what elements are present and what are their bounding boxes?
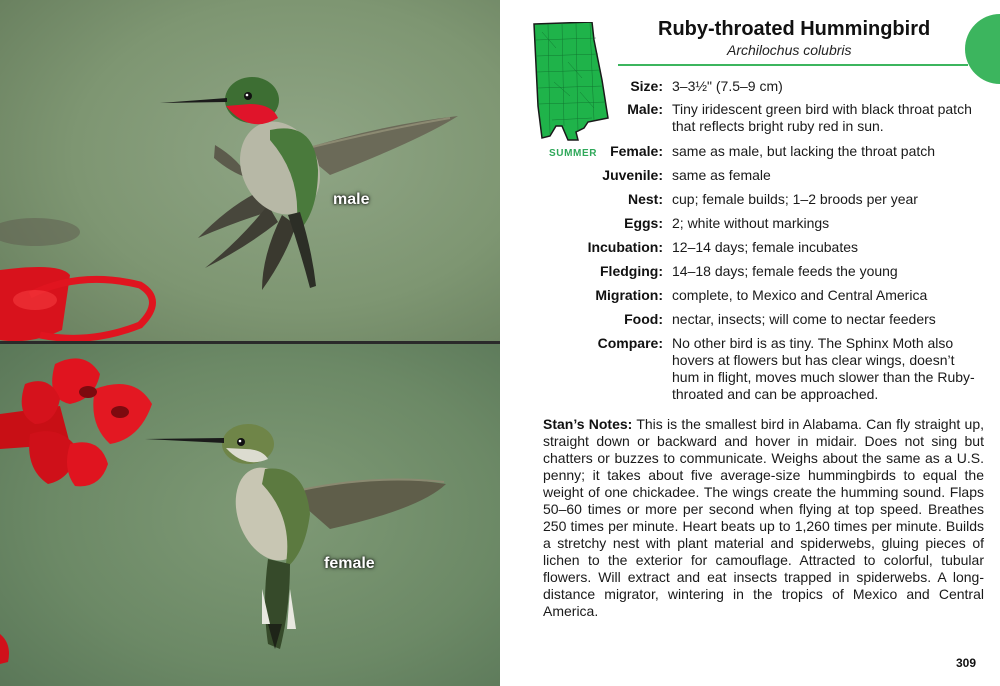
notes-text: This is the smallest bird in Alabama. Can fly straight up, straight down or backward and hover in midair. Does not sing but chatters or buzzes to communicate. Weighs about the same as a U.S. penny; it takes about five average-size hummingbirds to equal the weight of one chickadee. The wings create the humming sound. Flaps 50–60 times or more per second when flying at top speed. Breathes 250 times per minute. Heart beats up to 1,260 times per minute. Builds a stretchy nest with plant material and spiderwebs, gluing pieces of lichen to the exterior for camouflage. Attracted to colorful, tubular flowers. Will extract and eat insects trapped in spiderwebs. A long-distance migrator, wintering in the tropics of Mexico and Central America. bbox=[543, 416, 984, 619]
fact-label: Incubation: bbox=[587, 239, 663, 255]
corner-tab bbox=[965, 14, 1000, 84]
male-photo bbox=[0, 0, 500, 341]
fact-value: same as male, but lacking the throat patch bbox=[672, 143, 936, 159]
range-map bbox=[532, 22, 610, 147]
female-photo bbox=[0, 344, 500, 686]
notes-label: Stan’s Notes: bbox=[543, 416, 633, 432]
fact-label: Nest: bbox=[627, 191, 663, 207]
fact-value: nectar, insects; will come to nectar feeders bbox=[672, 311, 936, 327]
fact-label: Size: bbox=[630, 78, 663, 94]
fact-label: Migration: bbox=[595, 287, 663, 303]
fact-value: complete, to Mexico and Central America bbox=[672, 287, 928, 303]
fact-label: Male: bbox=[627, 101, 663, 117]
fact-value: No other bird is as tiny. The Sphinx Moth also hovers at flowers but has clear wings, doesn’t hum in flight, moves much slower than the Ruby-throated and can be approached. bbox=[672, 335, 975, 402]
fact-value: 3–3½" (7.5–9 cm) bbox=[672, 78, 783, 94]
stans-notes bbox=[543, 416, 984, 620]
fact-value: Tiny iridescent green bird with black throat patch that reflects bright ruby red in sun. bbox=[672, 101, 972, 134]
fact-value: 2; white without markings bbox=[672, 215, 830, 231]
common-name: Ruby-throated Hummingbird bbox=[658, 18, 931, 40]
fact-label: Food: bbox=[624, 311, 663, 327]
female-label: female bbox=[324, 555, 375, 572]
fact-value: 12–14 days; female incubates bbox=[672, 239, 859, 255]
fact-label: Fledging: bbox=[600, 263, 663, 279]
divider bbox=[618, 64, 968, 66]
male-label: male bbox=[333, 191, 370, 208]
page-number: 309 bbox=[955, 656, 976, 670]
fact-label: Juvenile: bbox=[602, 167, 663, 183]
scientific-name: Archilochus colubris bbox=[727, 42, 852, 58]
fact-label: Compare: bbox=[597, 335, 663, 351]
text-page bbox=[501, 0, 1000, 686]
fact-label: Female: bbox=[610, 143, 663, 159]
fact-label: Eggs: bbox=[624, 215, 663, 231]
range-season: SUMMER bbox=[549, 148, 598, 159]
fact-value: cup; female builds; 1–2 broods per year bbox=[672, 191, 918, 207]
fact-value: 14–18 days; female feeds the young bbox=[672, 263, 898, 279]
fact-value: same as female bbox=[672, 167, 771, 183]
